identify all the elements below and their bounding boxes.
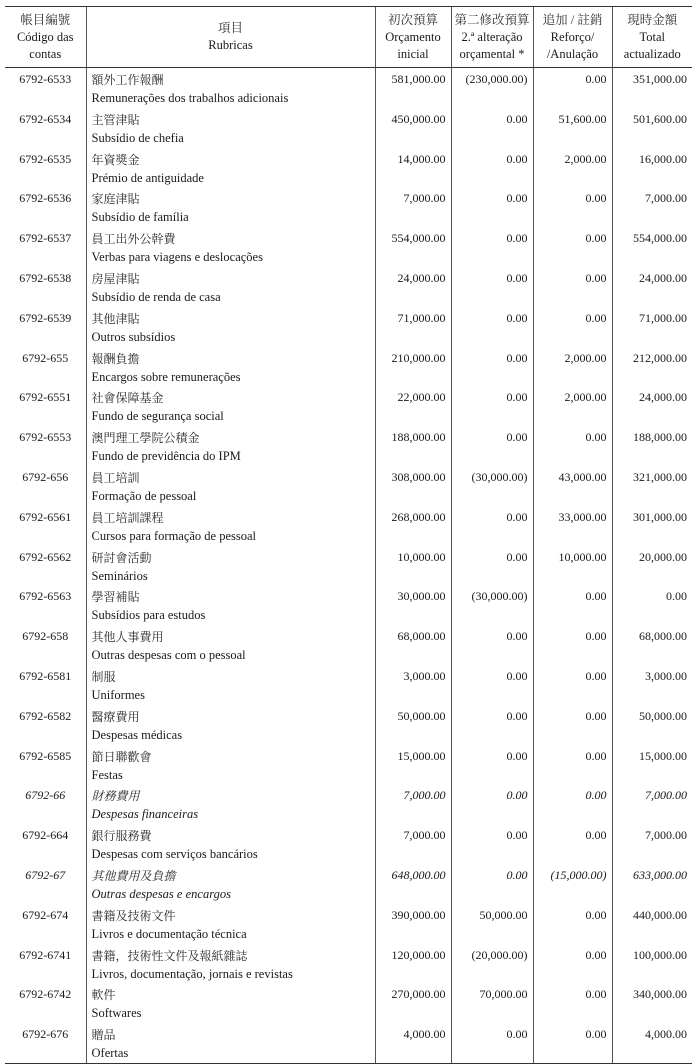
reinforcement-annulment: 0.00 (533, 68, 612, 108)
total-updated: 16,000.00 (612, 148, 692, 188)
total-updated: 188,000.00 (612, 426, 692, 466)
account-code: 6792-674 (22, 907, 69, 922)
reinforcement-annulment: 0.00 (533, 227, 612, 267)
reinforcement-annulment: 0.00 (533, 426, 612, 466)
rubric-pt: Softwares (91, 1006, 142, 1021)
rubric-cell (86, 983, 375, 1023)
account-code: 6792-6563 (19, 589, 72, 604)
account-code: 6792-6535 (19, 151, 72, 166)
second-alteration: 0.00 (451, 187, 533, 227)
rubric-pt: Despesas financeiras (91, 807, 199, 822)
initial-budget: 308,000.00 (375, 466, 451, 506)
rubric-zh: 書籍及技術文件 (91, 908, 176, 923)
second-alteration: 0.00 (451, 307, 533, 347)
reinforcement-annulment: 0.00 (533, 784, 612, 824)
total-updated: 351,000.00 (612, 68, 692, 108)
rubric-zh: 學習補貼 (91, 590, 140, 605)
rubric-cell (86, 904, 375, 944)
rubric-cell (86, 466, 375, 506)
table-row (5, 1023, 692, 1063)
second-alteration: 70,000.00 (451, 983, 533, 1023)
rubric-pt: Subsídio de família (91, 210, 189, 225)
rubric-cell (86, 227, 375, 267)
rubric-zh: 社會保障基金 (91, 391, 164, 406)
initial-budget: 268,000.00 (375, 506, 451, 546)
rubric-pt: Fundo de previdência do IPM (91, 449, 241, 464)
rubric-cell (86, 824, 375, 864)
rubric-zh: 醫療費用 (91, 709, 140, 724)
rubric-zh: 研討會活動 (91, 550, 152, 565)
rubric-zh: 其他費用及負擔 (91, 868, 176, 883)
total-updated: 50,000.00 (612, 705, 692, 745)
rubric-zh: 書籍，技術性文件及報紙雜誌 (91, 948, 248, 963)
account-code: 6792-66 (25, 788, 66, 803)
rubric-pt: Livros, documentação, jornais e revistas (91, 966, 293, 981)
account-code: 6792-6539 (19, 310, 72, 325)
total-updated: 68,000.00 (612, 625, 692, 665)
total-updated: 633,000.00 (612, 864, 692, 904)
rubric-cell (86, 506, 375, 546)
account-code: 6792-6562 (19, 549, 72, 564)
account-code: 6792-6741 (19, 947, 72, 962)
table-row (5, 944, 692, 984)
total-updated: 3,000.00 (612, 665, 692, 705)
rubric-cell (86, 784, 375, 824)
rubric-cell (86, 665, 375, 705)
reinforcement-annulment: 0.00 (533, 585, 612, 625)
total-updated: 0.00 (612, 585, 692, 625)
initial-budget: 10,000.00 (375, 546, 451, 586)
col-header-initial (375, 7, 451, 68)
total-updated: 7,000.00 (612, 784, 692, 824)
rubric-pt: Outras despesas com o pessoal (91, 648, 246, 663)
table-row (5, 506, 692, 546)
col-header-second-alteration-zh: 第二修改預算 (454, 12, 530, 27)
rubric-pt: Subsídio de chefia (91, 130, 184, 145)
account-code: 6792-6553 (19, 430, 72, 445)
second-alteration: 50,000.00 (451, 904, 533, 944)
rubric-pt: Cursos para formação de pessoal (91, 528, 257, 543)
rubric-cell (86, 864, 375, 904)
total-updated: 24,000.00 (612, 386, 692, 426)
account-code: 6792-6585 (19, 748, 72, 763)
reinforcement-annulment: 0.00 (533, 665, 612, 705)
account-code: 6792-676 (5, 1023, 86, 1063)
initial-budget: 7,000.00 (375, 187, 451, 227)
col-header-code-zh: 帳目編號 (20, 12, 71, 27)
initial-budget: 648,000.00 (375, 864, 451, 904)
reinforcement-annulment: 0.00 (533, 307, 612, 347)
total-updated: 100,000.00 (612, 944, 692, 984)
table-row (5, 386, 692, 426)
rubric-pt: Festas (91, 767, 123, 782)
reinforcement-annulment: 0.00 (533, 824, 612, 864)
table-row (5, 864, 692, 904)
table-row (5, 784, 692, 824)
second-alteration: 0.00 (451, 745, 533, 785)
rubric-cell (86, 307, 375, 347)
reinforcement-annulment: 0.00 (533, 944, 612, 984)
second-alteration: 0.00 (451, 267, 533, 307)
rubric-pt: Encargos sobre remunerações (91, 369, 241, 384)
rubric-pt: Remunerações dos trabalhos adicionais (91, 91, 289, 105)
account-code: 6792-6582 (19, 708, 72, 723)
rubric-cell (86, 148, 375, 188)
col-header-second-alteration-pt: 2.ª alteração orçamental * (459, 29, 525, 61)
initial-budget: 3,000.00 (375, 665, 451, 705)
table-row (5, 983, 692, 1023)
rubric-pt: Verbas para viagens e deslocações (91, 250, 263, 265)
reinforcement-annulment: 0.00 (533, 267, 612, 307)
account-code: 6792-655 (22, 350, 69, 365)
rubric-cell (86, 267, 375, 307)
total-updated: 24,000.00 (612, 267, 692, 307)
second-alteration: (20,000.00) (451, 944, 533, 984)
account-code: 6792-6742 (19, 987, 72, 1002)
reinforcement-annulment: 0.00 (533, 745, 612, 785)
rubric-cell (86, 1023, 375, 1063)
second-alteration: 0.00 (451, 824, 533, 864)
rubric-zh: 員工培訓 (91, 470, 140, 485)
rubric-pt: Ofertas (91, 1046, 129, 1061)
second-alteration: 0.00 (451, 347, 533, 387)
total-updated: 212,000.00 (612, 347, 692, 387)
initial-budget: 554,000.00 (375, 227, 451, 267)
rubric-pt: Despesas com serviços bancários (91, 847, 258, 862)
initial-budget: 390,000.00 (375, 904, 451, 944)
second-alteration: 0.00 (451, 784, 533, 824)
rubric-pt: Uniformes (91, 687, 145, 702)
rubric-pt: Subsídios para estudos (91, 608, 206, 623)
initial-budget: 4,000.00 (375, 1023, 451, 1063)
col-header-second-alteration (451, 7, 533, 68)
initial-budget: 270,000.00 (375, 983, 451, 1023)
rubric-zh: 額外工作報酬 (91, 73, 164, 87)
reinforcement-annulment: 0.00 (533, 187, 612, 227)
account-code: 6792-6536 (19, 191, 72, 206)
total-updated: 20,000.00 (612, 546, 692, 586)
second-alteration: 0.00 (451, 108, 533, 148)
reinforcement-annulment: 0.00 (533, 705, 612, 745)
rubric-pt: Prémio de antiguidade (91, 170, 204, 185)
initial-budget: 68,000.00 (375, 625, 451, 665)
total-updated: 15,000.00 (612, 745, 692, 785)
initial-budget: 450,000.00 (375, 108, 451, 148)
initial-budget: 14,000.00 (375, 148, 451, 188)
account-code: 6792-658 (22, 629, 69, 644)
rubric-pt: Despesas médicas (91, 727, 183, 742)
col-header-reinforcement (533, 7, 612, 68)
col-header-total-zh: 現時金額 (627, 12, 678, 27)
initial-budget: 581,000.00 (375, 68, 451, 108)
total-updated: 4,000.00 (612, 1023, 692, 1063)
rubric-cell (86, 585, 375, 625)
rubric-cell (86, 705, 375, 745)
table-row (5, 267, 692, 307)
table-row (5, 585, 692, 625)
table-row (5, 307, 692, 347)
rubric-cell (86, 187, 375, 227)
rubric-pt: Livros e documentação técnica (91, 926, 247, 941)
second-alteration: 0.00 (451, 386, 533, 426)
table-row (5, 227, 692, 267)
table-header (5, 7, 692, 68)
rubric-zh: 員工培訓課程 (91, 510, 164, 525)
second-alteration: (30,000.00) (451, 585, 533, 625)
table-row (5, 546, 692, 586)
col-header-code (5, 7, 86, 68)
total-updated: 501,600.00 (612, 108, 692, 148)
reinforcement-annulment: 2,000.00 (533, 148, 612, 188)
table-row (5, 705, 692, 745)
rubric-zh: 主管津貼 (91, 112, 140, 127)
second-alteration: (230,000.00) (451, 68, 533, 108)
rubric-zh: 財務費用 (91, 789, 140, 804)
initial-budget: 120,000.00 (375, 944, 451, 984)
col-header-total-pt: Total actualizado (623, 29, 681, 61)
budget-table (5, 6, 692, 1064)
initial-budget: 15,000.00 (375, 745, 451, 785)
second-alteration: 0.00 (451, 665, 533, 705)
rubric-zh: 贈品 (91, 1028, 116, 1043)
rubric-cell (86, 108, 375, 148)
initial-budget: 7,000.00 (375, 824, 451, 864)
total-updated: 554,000.00 (612, 227, 692, 267)
initial-budget: 22,000.00 (375, 386, 451, 426)
table-row (5, 108, 692, 148)
initial-budget: 7,000.00 (375, 784, 451, 824)
table-row (5, 745, 692, 785)
account-code: 6792-6538 (19, 270, 72, 285)
reinforcement-annulment: 2,000.00 (533, 347, 612, 387)
rubric-cell (86, 625, 375, 665)
second-alteration: 0.00 (451, 426, 533, 466)
account-code: 6792-664 (22, 828, 69, 843)
account-code: 6792-6581 (19, 668, 72, 683)
second-alteration: 0.00 (451, 705, 533, 745)
reinforcement-annulment: 33,000.00 (533, 506, 612, 546)
col-header-initial-pt: Orçamento inicial (385, 29, 441, 61)
rubric-pt: Subsídio de renda de casa (91, 289, 221, 304)
total-updated: 440,000.00 (612, 904, 692, 944)
account-code: 6792-6537 (19, 231, 72, 246)
second-alteration: 0.00 (451, 1023, 533, 1063)
table-row (5, 824, 692, 864)
second-alteration: 0.00 (451, 227, 533, 267)
rubric-zh: 年資獎金 (91, 152, 140, 167)
rubric-zh: 其他津貼 (91, 311, 140, 326)
account-code: 6792-656 (22, 469, 69, 484)
reinforcement-annulment: 10,000.00 (533, 546, 612, 586)
table-row (5, 625, 692, 665)
account-code: 6792-6534 (19, 111, 72, 126)
total-updated: 7,000.00 (612, 187, 692, 227)
rubric-pt: Formação de pessoal (91, 488, 197, 503)
table-body (5, 68, 692, 1064)
table-row (5, 466, 692, 506)
table-row (5, 148, 692, 188)
rubric-zh: 銀行服務費 (91, 829, 152, 844)
second-alteration: 0.00 (451, 864, 533, 904)
rubric-cell (86, 944, 375, 984)
rubric-zh: 其他人事費用 (91, 630, 164, 645)
rubric-cell (86, 546, 375, 586)
rubric-zh: 報酬負擔 (91, 351, 140, 366)
rubric-pt: Fundo de segurança social (91, 409, 224, 424)
table-row (5, 68, 692, 108)
rubric-zh: 房屋津貼 (91, 271, 140, 286)
account-code: 6792-6551 (19, 390, 72, 405)
col-header-reinforcement-zh: 追加 / 註銷 (542, 12, 603, 27)
table-row (5, 904, 692, 944)
reinforcement-annulment: 2,000.00 (533, 386, 612, 426)
second-alteration: 0.00 (451, 506, 533, 546)
reinforcement-annulment: 0.00 (533, 983, 612, 1023)
second-alteration: 0.00 (451, 546, 533, 586)
total-updated: 340,000.00 (612, 983, 692, 1023)
rubric-cell (86, 745, 375, 785)
rubric-pt: Outras despesas e encargos (91, 886, 231, 901)
col-header-reinforcement-pt: Reforço/ /Anulação (546, 29, 599, 61)
col-header-total (612, 7, 692, 68)
rubric-zh: 澳門理工學院公積金 (91, 431, 200, 446)
reinforcement-annulment: 51,600.00 (533, 108, 612, 148)
rubric-zh: 制服 (91, 669, 116, 684)
rubric-cell (86, 347, 375, 387)
initial-budget: 30,000.00 (375, 585, 451, 625)
total-updated: 321,000.00 (612, 466, 692, 506)
initial-budget: 210,000.00 (375, 347, 451, 387)
second-alteration: 0.00 (451, 148, 533, 188)
second-alteration: 0.00 (451, 625, 533, 665)
col-header-code-pt: Código das contas (16, 29, 74, 61)
rubric-zh: 節日聯歡會 (91, 749, 152, 764)
rubric-zh: 員工出外公幹費 (91, 232, 176, 247)
col-header-rubric-pt: Rubricas (208, 38, 253, 52)
col-header-initial-zh: 初次預算 (387, 12, 438, 27)
reinforcement-annulment: 0.00 (533, 625, 612, 665)
rubric-zh: 軟件 (91, 988, 116, 1003)
total-updated: 301,000.00 (612, 506, 692, 546)
reinforcement-annulment: 0.00 (533, 904, 612, 944)
total-updated: 71,000.00 (612, 307, 692, 347)
rubric-pt: Seminários (91, 568, 148, 583)
reinforcement-annulment: 0.00 (533, 1023, 612, 1063)
table-row (5, 187, 692, 227)
reinforcement-annulment: (15,000.00) (533, 864, 612, 904)
rubric-pt: Outros subsídios (91, 329, 176, 344)
total-updated: 7,000.00 (612, 824, 692, 864)
account-code: 6792-67 (25, 867, 66, 882)
initial-budget: 50,000.00 (375, 705, 451, 745)
initial-budget: 71,000.00 (375, 307, 451, 347)
col-header-rubric (86, 7, 375, 68)
initial-budget: 24,000.00 (375, 267, 451, 307)
table-row (5, 665, 692, 705)
reinforcement-annulment: 43,000.00 (533, 466, 612, 506)
account-code: 6792-6533 (19, 72, 72, 86)
second-alteration: (30,000.00) (451, 466, 533, 506)
col-header-rubric-zh: 項目 (217, 21, 243, 35)
rubric-zh: 家庭津貼 (91, 192, 140, 207)
rubric-cell (86, 386, 375, 426)
table-row (5, 347, 692, 387)
account-code: 6792-6561 (19, 509, 72, 524)
initial-budget: 188,000.00 (375, 426, 451, 466)
rubric-cell (86, 426, 375, 466)
table-row (5, 426, 692, 466)
rubric-cell (86, 68, 375, 108)
